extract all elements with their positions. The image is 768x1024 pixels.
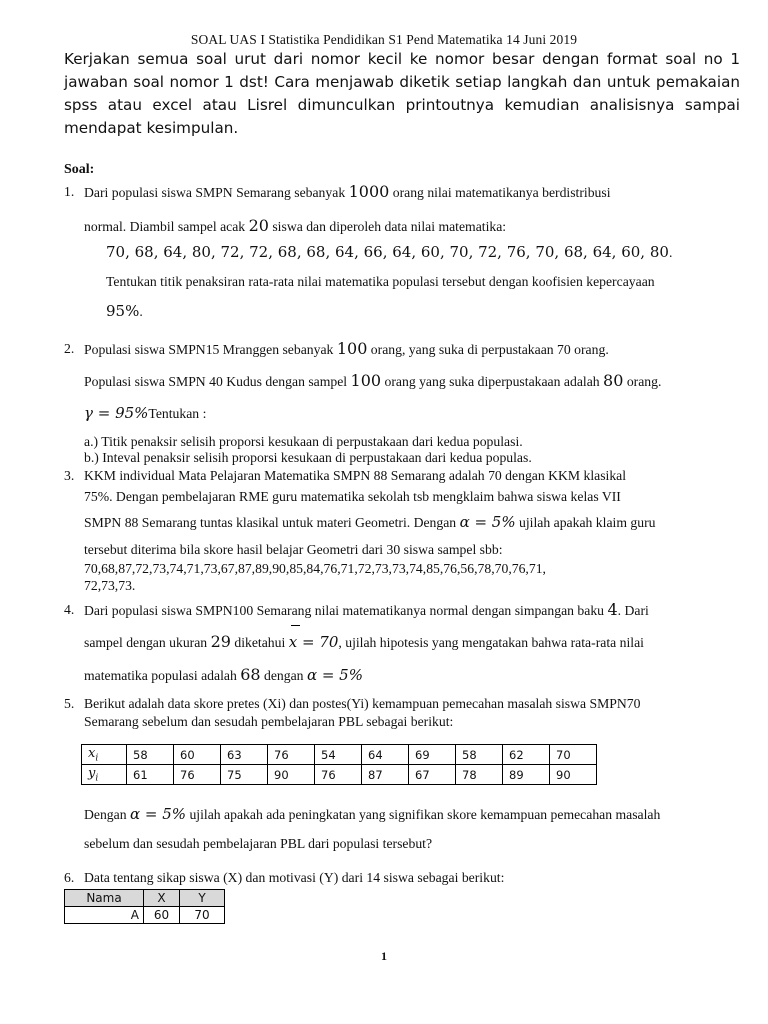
q1-math-confidence: 95% [106, 302, 140, 320]
table-header-yi: $y_i$ [82, 765, 127, 785]
q1-line1 [84, 182, 611, 201]
q2-line1 [84, 339, 609, 358]
q4-text-e: , ujilah hipotesis yang mengatakan bahwa rata-rata nilai [338, 635, 644, 650]
table-header-row [65, 890, 225, 907]
table-cell: 64 [362, 745, 409, 765]
q1-line2 [84, 216, 506, 235]
q5-line2: Semarang sebelum dan sesudah pembelajaran PBL sebagai berikut: [84, 714, 454, 729]
table-cell: 62 [503, 745, 550, 765]
q1-text-d: siswa dan diperoleh data nilai matematika: [268, 219, 507, 234]
q2-item-a: a.) Titik penaksir selisih proporsi kesukaan di perpustakaan dari kedua populasi. [84, 434, 523, 449]
q2-text-d: orang yang suka diperpustakaan adalah [381, 374, 604, 389]
q5-data-table [81, 744, 597, 785]
q2-line3 [84, 404, 206, 422]
q3-line6: 72,73,73. [84, 578, 136, 593]
q1-text-a: Dari populasi siswa SMPN Semarang sebanyak [84, 185, 349, 200]
table-cell: 75 [221, 765, 268, 785]
q4-math-n: 29 [210, 632, 231, 651]
document-title: SOAL UAS I Statistika Pendidikan S1 Pend Matematika 14 Juni 2019 [190, 32, 578, 47]
q2-text-f: Tentukan : [148, 406, 207, 421]
table-cell: 87 [362, 765, 409, 785]
q4-line2 [84, 632, 644, 651]
table-cell: 58 [456, 745, 503, 765]
table-header-y: Y [180, 890, 225, 907]
instructions: Kerjakan semua soal urut dari nomor kecil ke nomor besar dengan format soal no 1 jawaban soal nomor 1 dst! Cara menjawab diketik setiap langkah dan untuk pemakaian spss atau excel atau Lisrel dimunculkan printoutnya kemudian analisisnya sampai mendapat kesimpulan. [64, 50, 740, 137]
q1-line5 [106, 302, 143, 320]
q2-math-pop1: 100 [336, 339, 368, 358]
q2-item-b: b.) Inteval penaksir selisih proporsi kesukaan di perpustakaan dari kedua populas. [84, 450, 532, 465]
q1-line4: Tentukan titik penaksiran rata-rata nilai matematika populasi tersebut dengan koofisien kepercayaan [106, 274, 655, 289]
table-cell: 63 [221, 745, 268, 765]
q1-number: 1. [64, 184, 75, 199]
q4-text-d: diketahui [230, 635, 289, 650]
table-row-xi [82, 745, 597, 765]
table-cell: 70 [180, 907, 225, 924]
q2-number: 2. [64, 341, 75, 356]
q4-text-c: sampel dengan ukuran [84, 635, 211, 650]
table-cell: 76 [315, 765, 362, 785]
table-cell: 60 [144, 907, 180, 924]
table-cell: 54 [315, 745, 362, 765]
q3-line4: tersebut diterima bila skore hasil belajar Geometri dari 30 siswa sampel sbb: [84, 542, 503, 557]
table-cell: 70 [550, 745, 597, 765]
table-cell: 90 [268, 765, 315, 785]
page-number: 1 [381, 949, 387, 963]
overline-mark [291, 625, 300, 626]
table-cell: 69 [409, 745, 456, 765]
table-cell: 60 [174, 745, 221, 765]
q4-math-mu: 68 [240, 665, 261, 684]
q4-text-g: dengan [260, 668, 307, 683]
q4-text-a: Dari populasi siswa SMPN100 Semarang nilai matematikanya normal dengan simpangan baku [84, 603, 608, 618]
q2-math-sample: 100 [350, 371, 382, 390]
q2-math-count: 80 [603, 371, 624, 390]
q2-line2 [84, 371, 661, 390]
q4-text-f: matematika populasi adalah [84, 668, 241, 683]
table-row-yi [82, 765, 597, 785]
table-header-nama: Nama [65, 890, 144, 907]
q5-math-alpha: α = 5% [130, 805, 187, 823]
q1-math-sample: 20 [248, 216, 269, 235]
table-cell: 67 [409, 765, 456, 785]
q3-math-alpha: α = 5% [459, 513, 516, 531]
q5-text-a: Dengan [84, 807, 130, 822]
q4-math-sd: 4 [607, 600, 618, 619]
q1-math-population: 1000 [348, 182, 390, 201]
q4-math-mean-text: x = 70 [288, 633, 339, 651]
q3-line2: 75%. Dengan pembelajaran RME guru matematika sekolah tsb mengklaim bahwa siswa kelas VII [84, 489, 621, 504]
q1-text-c: normal. Diambil sampel acak [84, 219, 249, 234]
q5-text-b: ujilah apakah ada peningkatan yang signifikan skore kemampuan pemecahan masalah [186, 807, 661, 822]
table-cell: 90 [550, 765, 597, 785]
q6-number: 6. [64, 870, 75, 885]
q2-text-a: Populasi siswa SMPN15 Mranggen sebanyak [84, 342, 337, 357]
q5-line3 [84, 805, 660, 823]
table-header-x: X [144, 890, 180, 907]
q5-line1: Berikut adalah data skore pretes (Xi) dan postes(Yi) kemampuan pemecahan masalah siswa SMPN70 [84, 696, 641, 711]
q6-line1: Data tentang sikap siswa (X) dan motivasi (Y) dari 14 siswa sebagai berikut: [84, 870, 505, 885]
table-cell: A [65, 907, 144, 924]
q3-line1: KKM individual Mata Pelajaran Matematika SMPN 88 Semarang adalah 70 dengan KKM klasikal [84, 468, 627, 483]
table-cell: 58 [127, 745, 174, 765]
q4-line1 [84, 600, 649, 619]
q5-number: 5. [64, 696, 75, 711]
table-cell: 89 [503, 765, 550, 785]
q3-number: 3. [64, 468, 75, 483]
q4-number: 4. [64, 602, 75, 617]
q4-math-mean [289, 633, 339, 651]
q4-math-alpha: α = 5% [306, 666, 363, 684]
q3-text-a: SMPN 88 Semarang tuntas klasikal untuk materi Geometri. Dengan [84, 515, 460, 530]
q2-text-c: Populasi siswa SMPN 40 Kudus dengan sampel [84, 374, 351, 389]
q3-line3 [84, 513, 656, 531]
q6-data-table [64, 889, 225, 924]
q3-line5: 70,68,87,72,73,74,71,73,67,87,89,90,85,84,76,71,72,73,73,74,85,76,56,78,70,76,71, [84, 561, 546, 576]
table-cell: 76 [174, 765, 221, 785]
q1-text-f: . [139, 304, 143, 319]
table-header-xi: $x_i$ [82, 745, 127, 765]
table-cell: 78 [456, 765, 503, 785]
q3-text-b: ujilah apakah klaim guru [515, 515, 656, 530]
table-row [65, 907, 225, 924]
q4-line3 [84, 665, 363, 684]
q4-text-b: . Dari [617, 603, 649, 618]
q1-data-values: 70, 68, 64, 80, 72, 72, 68, 68, 64, 66, 64, 60, 70, 72, 76, 70, 68, 64, 60, 80 [106, 243, 669, 261]
q5-line4: sebelum dan sesudah pembelajaran PBL dari populasi tersebut? [84, 836, 433, 851]
table-cell: 61 [127, 765, 174, 785]
soal-heading: Soal: [64, 162, 95, 177]
q2-math-gamma: γ = 95% [84, 404, 149, 422]
q1-text-b: orang nilai matematikanya berdistribusi [389, 185, 611, 200]
q2-text-b: orang, yang suka di perpustakaan 70 orang. [367, 342, 609, 357]
q1-data-dot: . [668, 245, 673, 260]
q1-data [106, 243, 672, 261]
table-cell: 76 [268, 745, 315, 765]
q2-text-e: orang. [623, 374, 662, 389]
